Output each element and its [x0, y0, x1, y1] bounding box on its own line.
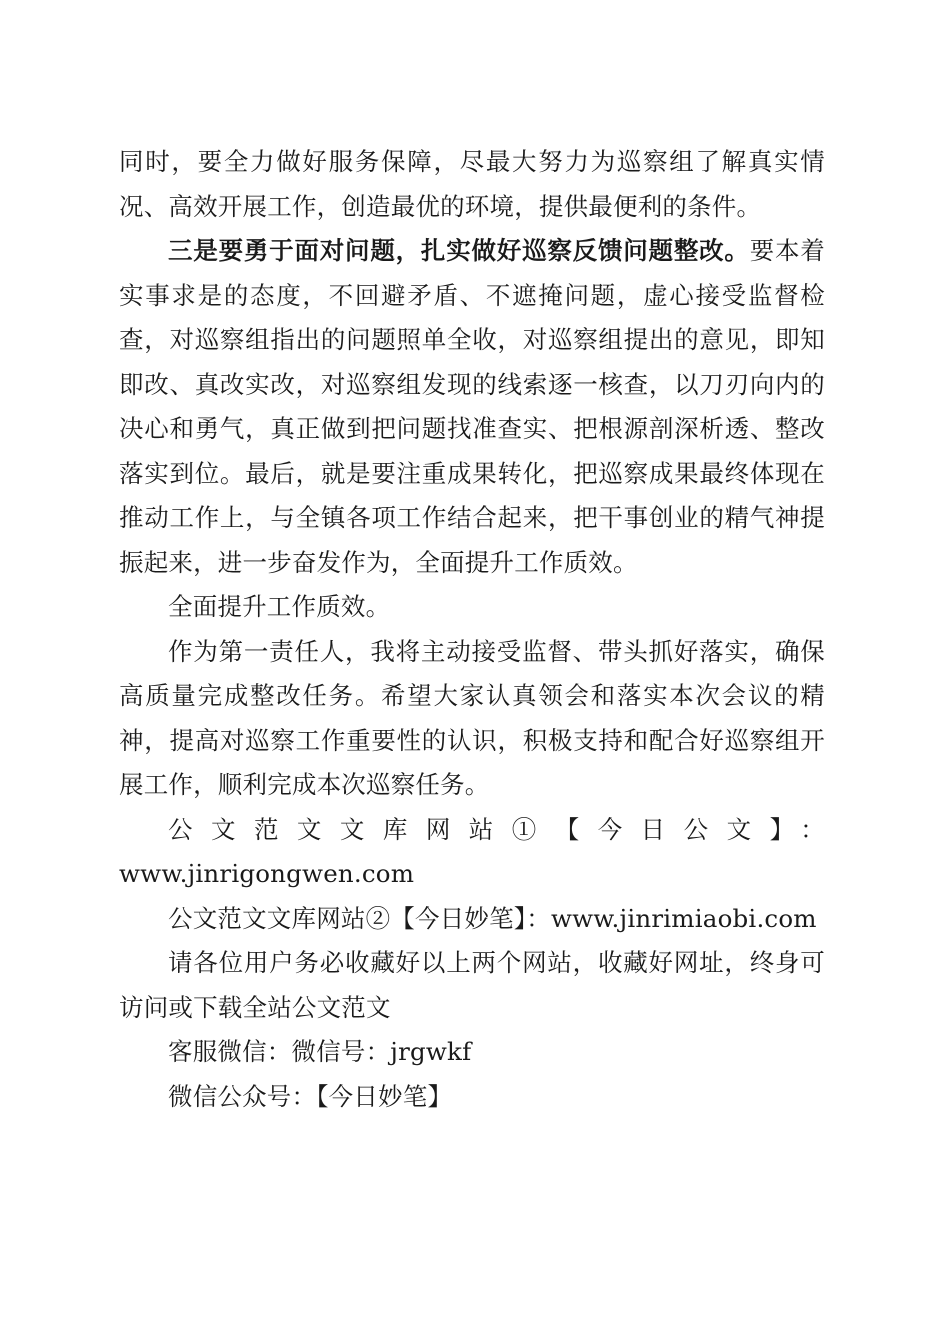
website-one-url: www.jinrigongwen.com	[119, 859, 415, 888]
paragraph-rectification-heading: 三是要勇于面对问题，扎实做好巡察反馈问题整改。	[168, 236, 750, 265]
paragraph-quality: 全面提升工作质效。	[168, 592, 391, 621]
customer-service-wechat: 客服微信：微信号：jrgwkf	[168, 1037, 472, 1066]
bookmark-notice: 请各位用户务必收藏好以上两个网站，收藏好网址，终身可访问或下载全站公文范文	[119, 948, 825, 1022]
wechat-official-account: 微信公众号：【今日妙笔】	[168, 1081, 453, 1111]
paragraph-service-support: 同时，要全力做好服务保障，尽最大努力为巡察组了解真实情况、高效开展工作，创造最优的环境，提供最便利的条件。	[119, 147, 825, 221]
paragraph-rectification-body: 要本着实事求是的态度，不回避矛盾、不遮掩问题，虚心接受监督检查，对巡察组指出的问题照单全收，对巡察组提出的意见，即知即改、真改实改，对巡察组发现的线索逐一核查，以刀刃向内的决心和勇气，真正做到把问题找准查实、把根源剖深析透、整改落实到位。最后，就是要注重成果转化，把巡察成果最终体现在推动工作上，与全镇各项工作结合起来，把干事创业的精气神提振起来，进一步奋发作为，全面提升工作质效。	[119, 236, 825, 577]
paragraph-responsibility: 作为第一责任人，我将主动接受监督、带头抓好落实，确保高质量完成整改任务。希望大家认真领会和落实本次会议的精神，提高对巡察工作重要性的认识，积极支持和配合好巡察组开展工作，顺利完成本次巡察任务。	[119, 636, 825, 799]
paragraph-rectification	[119, 229, 825, 585]
website-one-label: 公文范文文库网站①【今日公文】：	[168, 814, 825, 844]
document-body	[119, 140, 825, 1119]
website-two-line: 公文范文文库网站②【今日妙笔】：www.jinrimiaobi.com	[168, 903, 817, 933]
